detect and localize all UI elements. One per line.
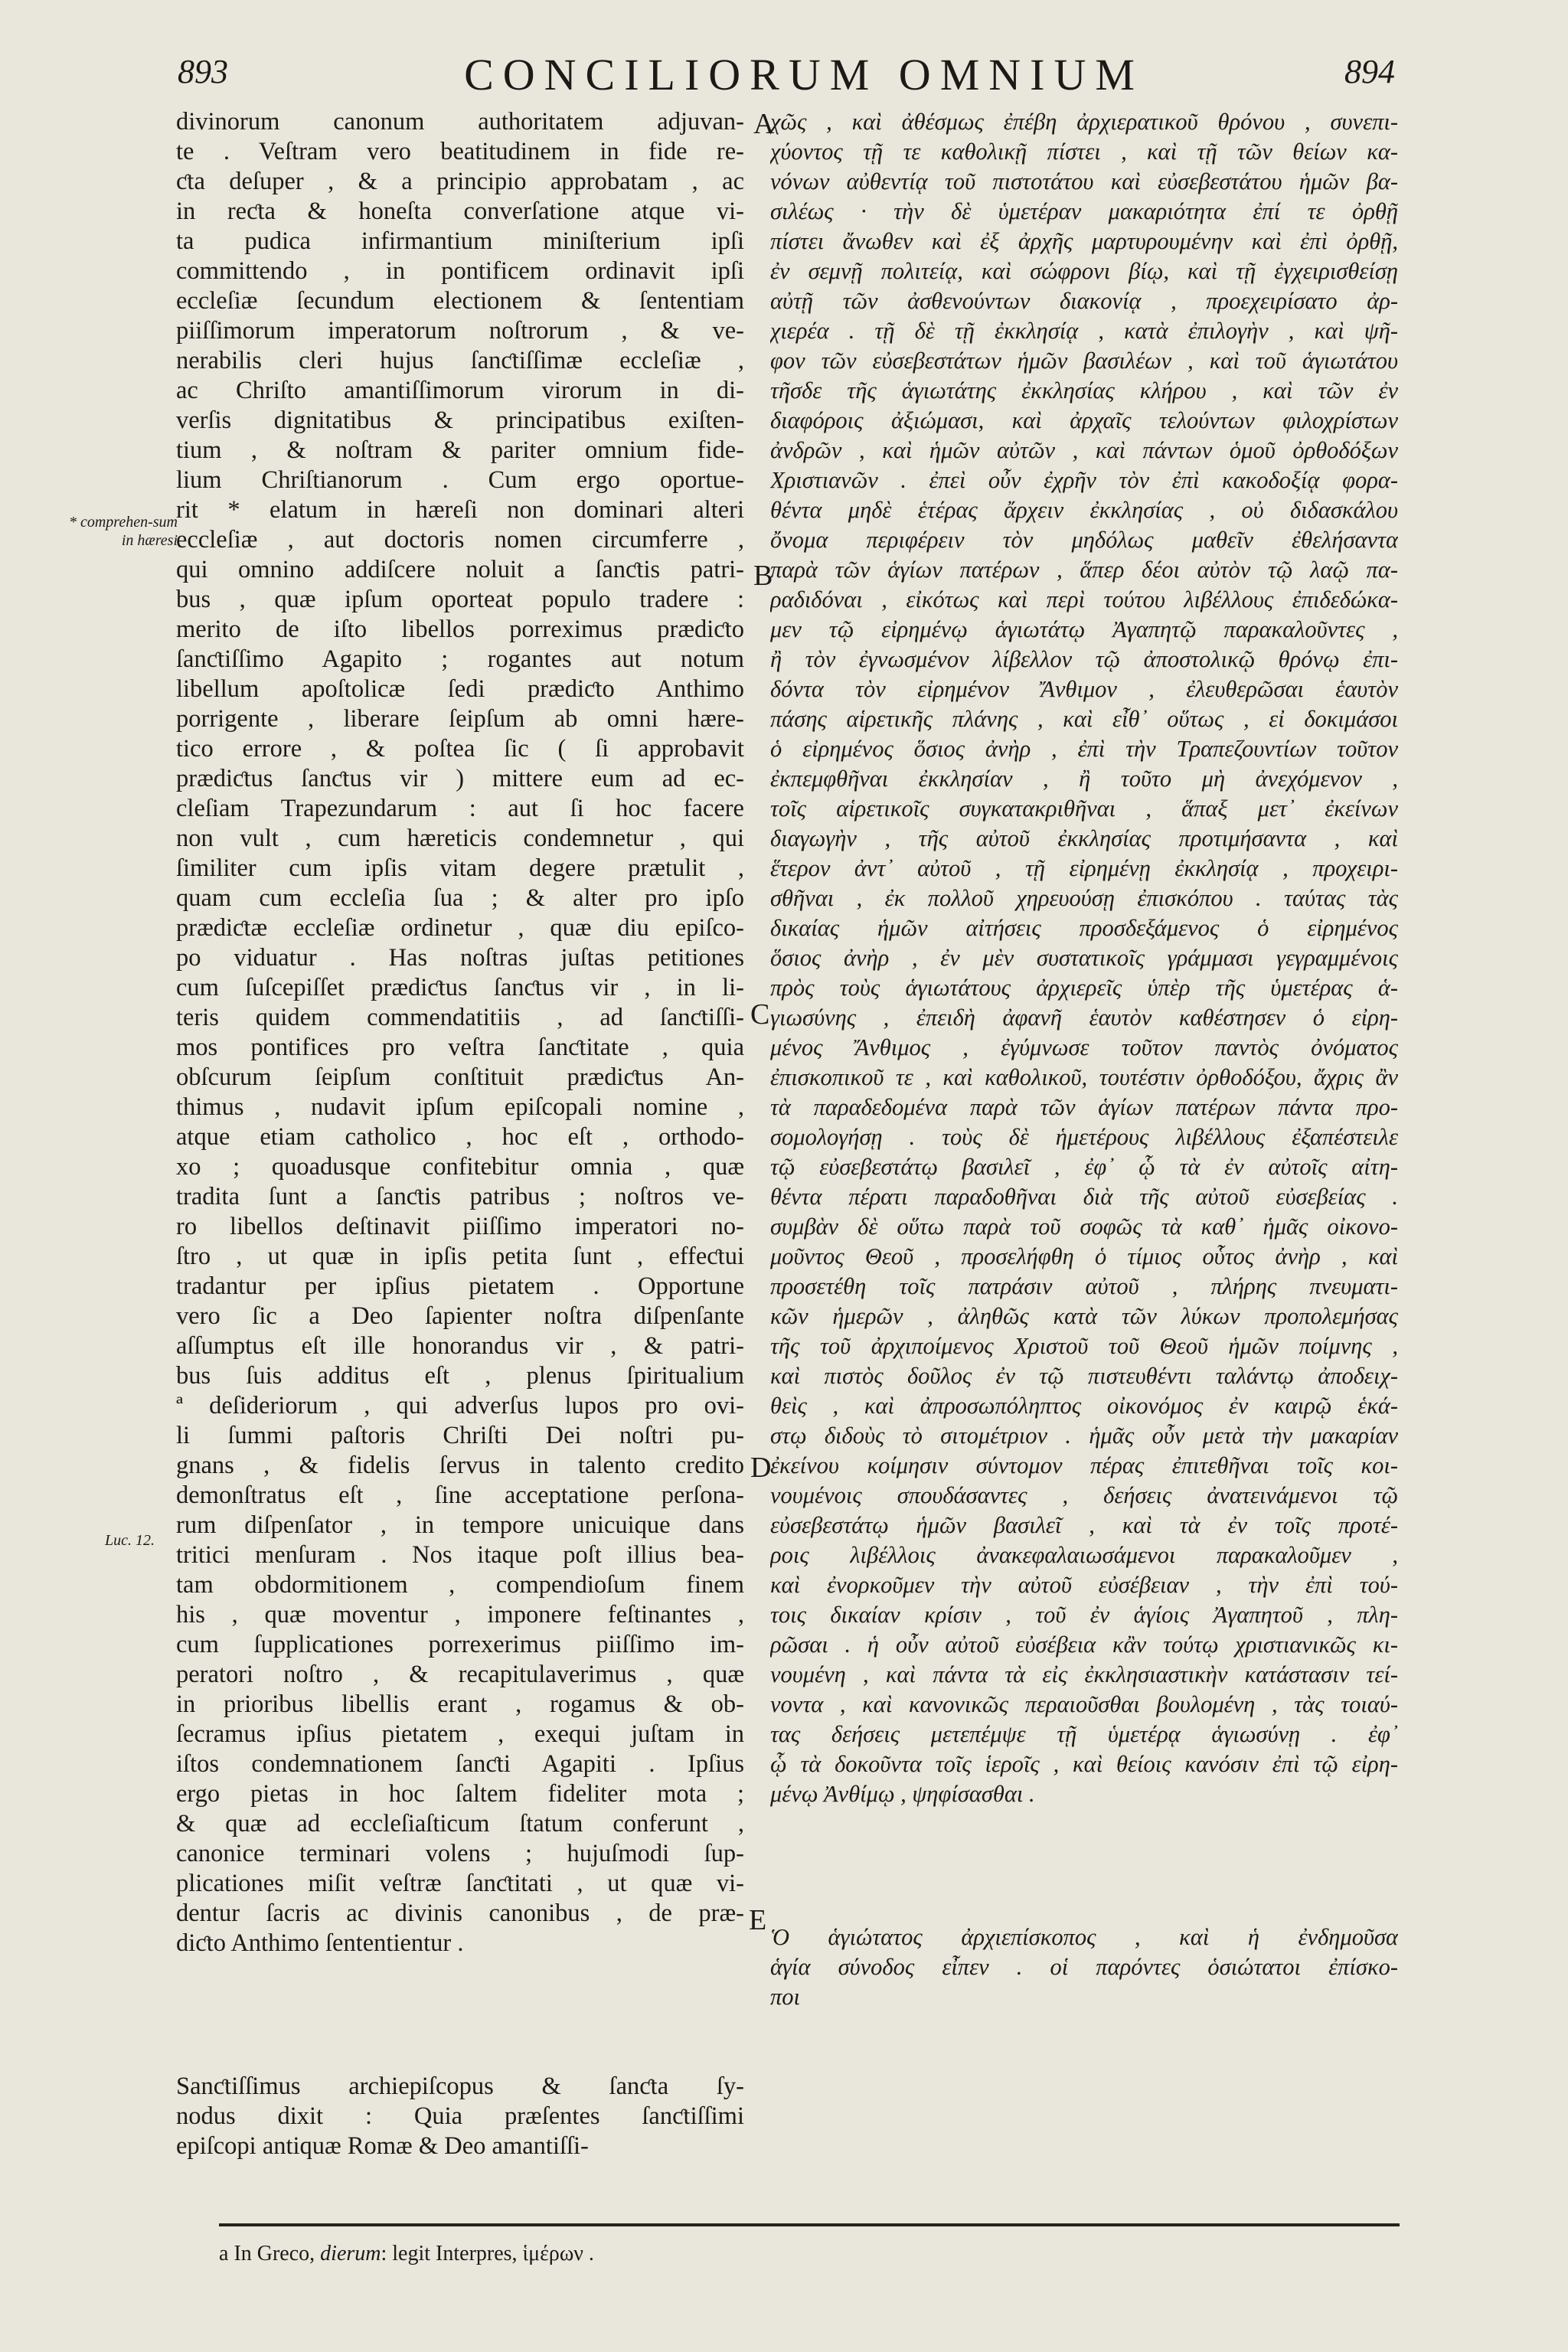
text-line: & quæ ad eccleſiaſticum ſtatum conferunt , xyxy=(176,1810,744,1838)
text-line: prædiƈtus ſanƈtus vir ) mittere eum ad ec- xyxy=(176,765,744,792)
text-line: θέντα πέρατι παραδοθῆναι διὰ τῆς αὐτοῦ εὐσεβείας . xyxy=(770,1184,1398,1210)
text-line: epiſcopi antiquæ Romæ & Deo amantiſſi- xyxy=(176,2132,589,2160)
text-line: αὐτῇ τῶν ἀσθενούντων διακονίᾳ , προεχειρίσατο ἀρ- xyxy=(770,288,1398,314)
text-line: obſcurum ſeipſum conſtituit prædiƈtus An- xyxy=(176,1063,744,1091)
text-line: νόνων αὐθεντίᾳ τοῦ πιστοτάτου καὶ εὐσεβεστάτου ἡμῶν βα- xyxy=(770,168,1398,194)
text-line: χῶς , καὶ ἀθέσμως ἐπέβη ἀρχιερατικοῦ θρόνου , συνεπι- xyxy=(770,109,1398,135)
text-line: τῆσδε τῆς ἁγιωτάτης ἐκκλησίας κλήρου , καὶ τῶν ἐν xyxy=(770,377,1398,403)
page-header xyxy=(0,52,1568,106)
text-line: verſis dignitatibus & principatibus exiſten- xyxy=(176,407,744,434)
text-line: vero ſic a Deo ſapienter noſtra diſpenſante xyxy=(176,1302,744,1330)
page-number-right: 894 xyxy=(1344,53,1395,90)
text-line: ac Chriſto amantiſſimorum virorum in di- xyxy=(176,377,744,404)
text-line: tritici menſuram . Nos itaque poſt illius bea- xyxy=(176,1541,744,1569)
text-line: τῆς τοῦ ἀρχιποίμενος Χριστοῦ τοῦ Θεοῦ ἡμῶν ποίμνης , xyxy=(770,1333,1398,1359)
text-line: τοῖς αἱρετικοῖς συγκατακριθῆναι , ἅπαξ μετ᾽ ἐκείνων xyxy=(770,795,1398,822)
text-line: quam cum eccleſia ſua ; & alter pro ipſo xyxy=(176,884,744,912)
text-line: προσετέθη τοῖς πατράσιν αὐτοῦ , πλήρης πνευματι- xyxy=(770,1273,1398,1299)
text-line: χύοντος τῇ τε καθολικῇ πίστει , καὶ τῇ τῶν θείων κα- xyxy=(770,139,1398,165)
text-line: σομολογήσῃ . τοὺς δὲ ἡμετέρους λιβέλλους ἐξαπέστειλε xyxy=(770,1124,1398,1150)
text-line: ſtro , ut quæ in ipſis petita ſunt , effeƈtui xyxy=(176,1243,744,1270)
paragraph-gap xyxy=(770,1809,1398,1922)
text-line: νουμένοις σπουδάσαντες , δεήσεις ἀνατεινάμενοι τῷ xyxy=(770,1482,1398,1508)
footnote xyxy=(219,2242,1398,2266)
text-line: demonſtratus eſt , ſine acceptatione perſona- xyxy=(176,1481,744,1509)
text-line: ὄνομα περιφέρειν τὸν μηδόλως μαθεῖν ἐθελήσαντα xyxy=(770,527,1398,553)
section-letter: C xyxy=(750,998,770,1031)
text-line: tium , & noſtram & pariter omnium fide- xyxy=(176,436,744,464)
text-line: mos pontifices pro veſtra ſanƈtitate , quia xyxy=(176,1034,744,1061)
text-line: nodus dixit : Quia præſentes ſanƈtiſſimi xyxy=(176,2102,744,2130)
text-line: gnans , & fidelis ſervus in talento credito xyxy=(176,1452,744,1479)
footnote-rule xyxy=(219,2223,1400,2226)
text-line: μεν τῷ εἰρημένῳ ἁγιωτάτῳ Ἀγαπητῷ παρακαλοῦντες , xyxy=(770,616,1398,642)
text-line: tradita ſunt a ſanƈtis patribus ; noſtros ve- xyxy=(176,1183,744,1210)
text-line: θεὶς , καὶ ἀπροσωπόληπτος οἰκονόμος ἐν καιρῷ ἑκά- xyxy=(770,1393,1398,1419)
text-line: μένος Ἄνθιμος , ἐγύμνωσε τοῦτον παντὸς ὀνόματος xyxy=(770,1034,1398,1060)
text-line: κῶν ἡμερῶν , ἀληθῶς κατὰ τῶν λύκων προπολεμήσας xyxy=(770,1303,1398,1329)
text-line: ἐν σεμνῇ πολιτείᾳ, καὶ σώφρονι βίῳ, καὶ τῇ ἐγχειρισθείσῃ xyxy=(770,258,1398,284)
text-line: ἢ τὸν ἐγνωσμένον λίβελλον τῷ ἀποστολικῷ θρόνῳ ἐπι- xyxy=(770,646,1398,672)
text-line: libellum apoſtolicæ ſedi prædiƈto Anthimo xyxy=(176,675,744,703)
text-line: σιλέως · τὴν δὲ ὑμετέραν μακαριότητα ἐπί τε ὀρθῇ xyxy=(770,198,1398,224)
text-line: lium Chriſtianorum . Cum ergo oportue- xyxy=(176,466,744,494)
text-line: ἐκείνου κοίμησιν σύντομον πέρας ἐπιτεθῆναι τοῖς κοι- xyxy=(770,1452,1398,1478)
text-line: ραδιδόναι , εἰκότως καὶ περὶ τούτου λιβέλλους ἐπιδεδώκα- xyxy=(770,586,1398,612)
text-line: εὐσεβεστάτῳ ἡμῶν βασιλεῖ , καὶ τὰ ἐν τοῖς προτέ- xyxy=(770,1512,1398,1538)
running-title: CONCILIORUM OMNIUM xyxy=(464,50,1144,100)
text-line: τὰ παραδεδομένα παρὰ τῶν ἁγίων πατέρων πάντα προ- xyxy=(770,1094,1398,1120)
text-line: xo ; quoadusque confitebitur omnia , quæ xyxy=(176,1153,744,1181)
section-letter: E xyxy=(749,1904,767,1936)
text-line: καὶ πιστὸς δοῦλος ἐν τῷ πιστευθέντι ταλάντῳ ἀποδειχ- xyxy=(770,1363,1398,1389)
text-line: ἕτερον ἀντ᾽ αὐτοῦ , τῇ εἰρημένῃ ἐκκλησίᾳ , προχειρι- xyxy=(770,855,1398,881)
text-line: prædiƈtæ eccleſiæ ordinetur , quæ diu epiſco- xyxy=(176,914,744,942)
text-line: eccleſiæ , aut doctoris nomen circumferre , xyxy=(176,526,744,554)
text-line: ª deſideriorum , qui adverſus lupos pro ovi- xyxy=(176,1392,744,1419)
text-line: nerabilis cleri hujus ſanƈtiſſimæ eccleſiæ , xyxy=(176,347,744,374)
text-line: iſtos condemnationem ſanƈti Agapiti . Ipſius xyxy=(176,1750,744,1778)
text-line: ρῶσαι . ἡ οὖν αὐτοῦ εὐσέβεια κἂν τούτῳ χριστιανικῶς κι- xyxy=(770,1632,1398,1658)
paragraph-gap xyxy=(176,1958,744,2072)
text-line: cum ſupplicationes porrexerimus piiſſimo im- xyxy=(176,1631,744,1658)
text-line: διαφόροις ἀξιώμασι, καὶ ἀρχαῖς τελούντων φιλοχρίστων xyxy=(770,407,1398,433)
text-line: τας δεήσεις μετεπέμψε τῇ ὑμετέρᾳ ἁγιωσύνῃ . ἐφ᾽ xyxy=(770,1721,1398,1747)
text-line: μοῦντος Θεοῦ , προσελήφθη ὁ τίμιος οὗτος ἀνὴρ , καὶ xyxy=(770,1243,1398,1269)
text-line: cum ſuſcepiſſet prædiƈtus ſanƈtus vir , in li- xyxy=(176,974,744,1001)
text-line: diƈto Anthimo ſententientur . xyxy=(176,1929,464,1957)
text-line: divinorum canonum authoritatem adjuvan- xyxy=(176,108,744,136)
text-line: po viduatur . Has noſtras juſtas petitiones xyxy=(176,944,744,972)
text-line: tico errore , & poſtea ſic ( ſi approbavit xyxy=(176,735,744,763)
text-line: Ὁ ἁγιώτατος ἀρχιεπίσκοπος , καὶ ἡ ἐνδημοῦσα xyxy=(770,1924,1398,1950)
text-line: piiſſimorum imperatorum noſtrorum , & ve- xyxy=(176,317,744,345)
text-line: πρὸς τοὺς ἁγιωτάτους ἀρχιερεῖς ὑπὲρ τῆς ὑμετέρας ἁ- xyxy=(770,975,1398,1001)
section-letter: D xyxy=(750,1452,772,1484)
text-line: γιωσύνης , ἐπειδὴ ἀφανῆ ἑαυτὸν καθέστησεν ὁ εἰρη- xyxy=(770,1004,1398,1031)
text-line: ἐκπεμφθῆναι ἐκκλησίαν , ἢ τοῦτο μὴ ἀνεχόμενον , xyxy=(770,766,1398,792)
greek-column xyxy=(770,107,1398,2012)
text-line: Χριστιανῶν . ἐπεὶ οὖν ἐχρῆν τὸν ἐπὶ κακοδοξίᾳ φορα- xyxy=(770,467,1398,493)
text-line: cleſiam Trapezundarum : aut ſi hoc facere xyxy=(176,795,744,822)
text-line: rit * elatum in hæreſi non dominari alteri xyxy=(176,496,744,524)
text-line: πίστει ἄνωθεν καὶ ἐξ ἀρχῆς μαρτυρουμένην καὶ ἐπὶ ὀρθῇ, xyxy=(770,228,1398,254)
text-line: θέντα μηδὲ ἑτέρας ἄρχειν ἐκκλησίας , οὐ διδασκάλου xyxy=(770,497,1398,523)
section-letter: B xyxy=(753,560,773,592)
text-line: li ſummi paſtoris Chriſti Dei noſtri pu- xyxy=(176,1422,744,1449)
text-line: χιερέα . τῇ δὲ τῇ ἐκκλησίᾳ , κατὰ ἐπιλογὴν , καὶ ψῆ- xyxy=(770,318,1398,344)
margin-note: * comprehen-sum in hæresi xyxy=(68,514,178,549)
text-line: ro libellos deſtinavit piiſſimo imperatori no- xyxy=(176,1213,744,1240)
text-line: plicationes miſit veſtræ ſanƈtitati , ut quæ vi- xyxy=(176,1870,744,1897)
text-line: δόντα τὸν εἰρημένον Ἄνθιμον , ἐλευθερῶσαι ἑαυτὸν xyxy=(770,676,1398,702)
text-line: μένῳ Ἀνθίμῳ , ψηφίσασθαι . xyxy=(770,1781,1035,1807)
footnote-text: In Greco, xyxy=(228,2242,321,2265)
text-line: καὶ ἐνορκοῦμεν τὴν αὐτοῦ εὐσέβειαν , τὴν ἐπὶ τού- xyxy=(770,1572,1398,1598)
text-line: διαγωγὴν , τῆς αὐτοῦ ἐκκλησίας προτιμήσαντα , καὶ xyxy=(770,825,1398,851)
text-line: porrigente , liberare ſeipſum ab omni hære- xyxy=(176,705,744,733)
text-line: atque etiam catholico , hoc eſt , orthodo- xyxy=(176,1123,744,1151)
text-line: ᾧ τὰ δοκοῦντα τοῖς ἱεροῖς , καὶ θείοις κανόσιν ἐπὶ τῷ εἰρη- xyxy=(770,1751,1398,1777)
text-line: παρὰ τῶν ἁγίων πατέρων , ἅπερ δέοι αὐτὸν τῷ λαῷ πα- xyxy=(770,557,1398,583)
section-letter: A xyxy=(753,108,775,140)
text-line: φον τῶν εὐσεβεστάτων ἡμῶν βασιλέων , καὶ τοῦ ἁγιωτάτου xyxy=(770,348,1398,374)
text-line: ta pudica infirmantium miniſterium ipſi xyxy=(176,227,744,255)
text-line: non vult , cum hæreticis condemnetur , qui xyxy=(176,825,744,852)
text-line: νουμένη , καὶ πάντα τὰ εἰς ἐκκλησιαστικὴν κατάστασιν τεί- xyxy=(770,1661,1398,1687)
text-line: bus ſuis additus eſt , plenus ſpiritualium xyxy=(176,1362,744,1390)
text-line: in prioribus libellis erant , rogamus & ob- xyxy=(176,1690,744,1718)
text-line: dentur ſacris ac divinis canonibus , de præ- xyxy=(176,1900,744,1927)
text-line: τοις δικαίαν κρίσιν , τοῦ ἐν ἁγίοις Ἀγαπητοῦ , πλη- xyxy=(770,1602,1398,1628)
text-line: ſecramus ipſius pietatem , exequi juſtam in xyxy=(176,1720,744,1748)
text-line: ἐπισκοπικοῦ τε , καὶ καθολικοῦ, τουτέστιν ὀρθοδόξου, ἄχρις ἂν xyxy=(770,1064,1398,1090)
text-line: peratori noſtro , & recapitulaverimus , quæ xyxy=(176,1661,744,1688)
text-line: thimus , nudavit ipſum epiſcopali nomine , xyxy=(176,1093,744,1121)
text-line: tradantur per ipſius pietatem . Opportune xyxy=(176,1272,744,1300)
text-line: στῳ διδοὺς τὸ σιτομέτριον . ἡμᾶς οὖν μετὰ τὴν μακαρίαν xyxy=(770,1423,1398,1449)
text-line: in reƈta & honeſta converſatione atque vi- xyxy=(176,198,744,225)
text-line: bus , quæ ipſum oporteat populo tradere : xyxy=(176,586,744,613)
text-line: te . Veſtram vero beatitudinem in fide re- xyxy=(176,138,744,165)
page-number-left: 893 xyxy=(178,53,228,90)
text-line: δικαίας ἡμῶν αἰτήσεις προσδεξάμενος ὁ εἰρημένος xyxy=(770,915,1398,941)
text-line: ροις λιβέλλοις ἀνακεφαλαιωσάμενοι παρακαλοῦμεν , xyxy=(770,1542,1398,1568)
footnote-text-end: : legit Interpres, ἱμέρων . xyxy=(381,2242,594,2265)
text-line: ἀνδρῶν , καὶ ἡμῶν αὐτῶν , καὶ πάντων ὁμοῦ ὀρθοδόξων xyxy=(770,437,1398,463)
text-line: νοντα , καὶ κανονικῶς περαιοῦσθαι βουλομένη , τὰς τοιαύ- xyxy=(770,1691,1398,1717)
footnote-marker: a xyxy=(219,2242,229,2265)
text-line: ποι xyxy=(770,1984,801,2010)
text-line: πάσης αἱρετικῆς πλάνης , καὶ εἶθ᾽ οὕτως , εἰ δοκιμάσοι xyxy=(770,706,1398,732)
text-line: ὅσιος ἀνὴρ , ἐν μὲν συστατικοῖς γράμμασι γεγραμμένοις xyxy=(770,945,1398,971)
text-line: teris quidem commendatitiis , ad ſanƈtiſſi- xyxy=(176,1004,744,1031)
text-line: his , quæ moventur , imponere feſtinantes , xyxy=(176,1601,744,1628)
text-line: ſimiliter cum ipſis vitam degere prætulit , xyxy=(176,854,744,882)
text-line: tam obdormitionem , compendioſum finem xyxy=(176,1571,744,1599)
text-line: ἁγία σύνοδος εἶπεν . οἱ παρόντες ὁσιώτατοι ἐπίσκο- xyxy=(770,1954,1398,1980)
text-line: ſanƈtiſſimo Agapito ; rogantes aut notum xyxy=(176,645,744,673)
text-line: ergo pietas in hoc ſaltem fideliter mota ; xyxy=(176,1780,744,1808)
text-line: συμβὰν δὲ οὕτω παρὰ τοῦ σοφῶς τὰ καθ᾽ ἡμᾶς οἰκονο- xyxy=(770,1214,1398,1240)
text-line: Sanƈtiſſimus archiepiſcopus & ſanƈta ſy- xyxy=(176,2073,744,2100)
text-line: aſſumptus eſt ille honorandus vir , & patri- xyxy=(176,1332,744,1360)
text-line: τῷ εὐσεβεστάτῳ βασιλεῖ , ἐφ᾽ ᾧ τὰ ἐν αὐτοῖς αἰτη- xyxy=(770,1154,1398,1180)
text-line: σθῆναι , ἐκ πολλοῦ χηρευούσῃ ἐπισκόπου . ταύτας τὰς xyxy=(770,885,1398,911)
text-line: eccleſiæ ſecundum electionem & ſententiam xyxy=(176,287,744,315)
text-line: ƈta deſuper , & a principio approbatam , ac xyxy=(176,168,744,195)
latin-column xyxy=(176,107,744,2161)
text-line: ὁ εἰρημένος ὅσιος ἀνὴρ , ἐπὶ τὴν Τραπεζουντίων τοῦτον xyxy=(770,736,1398,762)
text-line: committendo , in pontificem ordinavit ipſi xyxy=(176,257,744,285)
text-line: merito de iſto libellos porreximus prædiƈto xyxy=(176,616,744,643)
text-line: qui omnino addiſcere noluit a ſanƈtis patri- xyxy=(176,556,744,583)
text-line: canonice terminari volens ; hujuſmodi ſup- xyxy=(176,1840,744,1867)
text-line: rum diſpenſator , in tempore unicuique dans xyxy=(176,1511,744,1539)
margin-note: Luc. 12. xyxy=(105,1532,155,1549)
footnote-italic: dierum xyxy=(320,2242,381,2265)
